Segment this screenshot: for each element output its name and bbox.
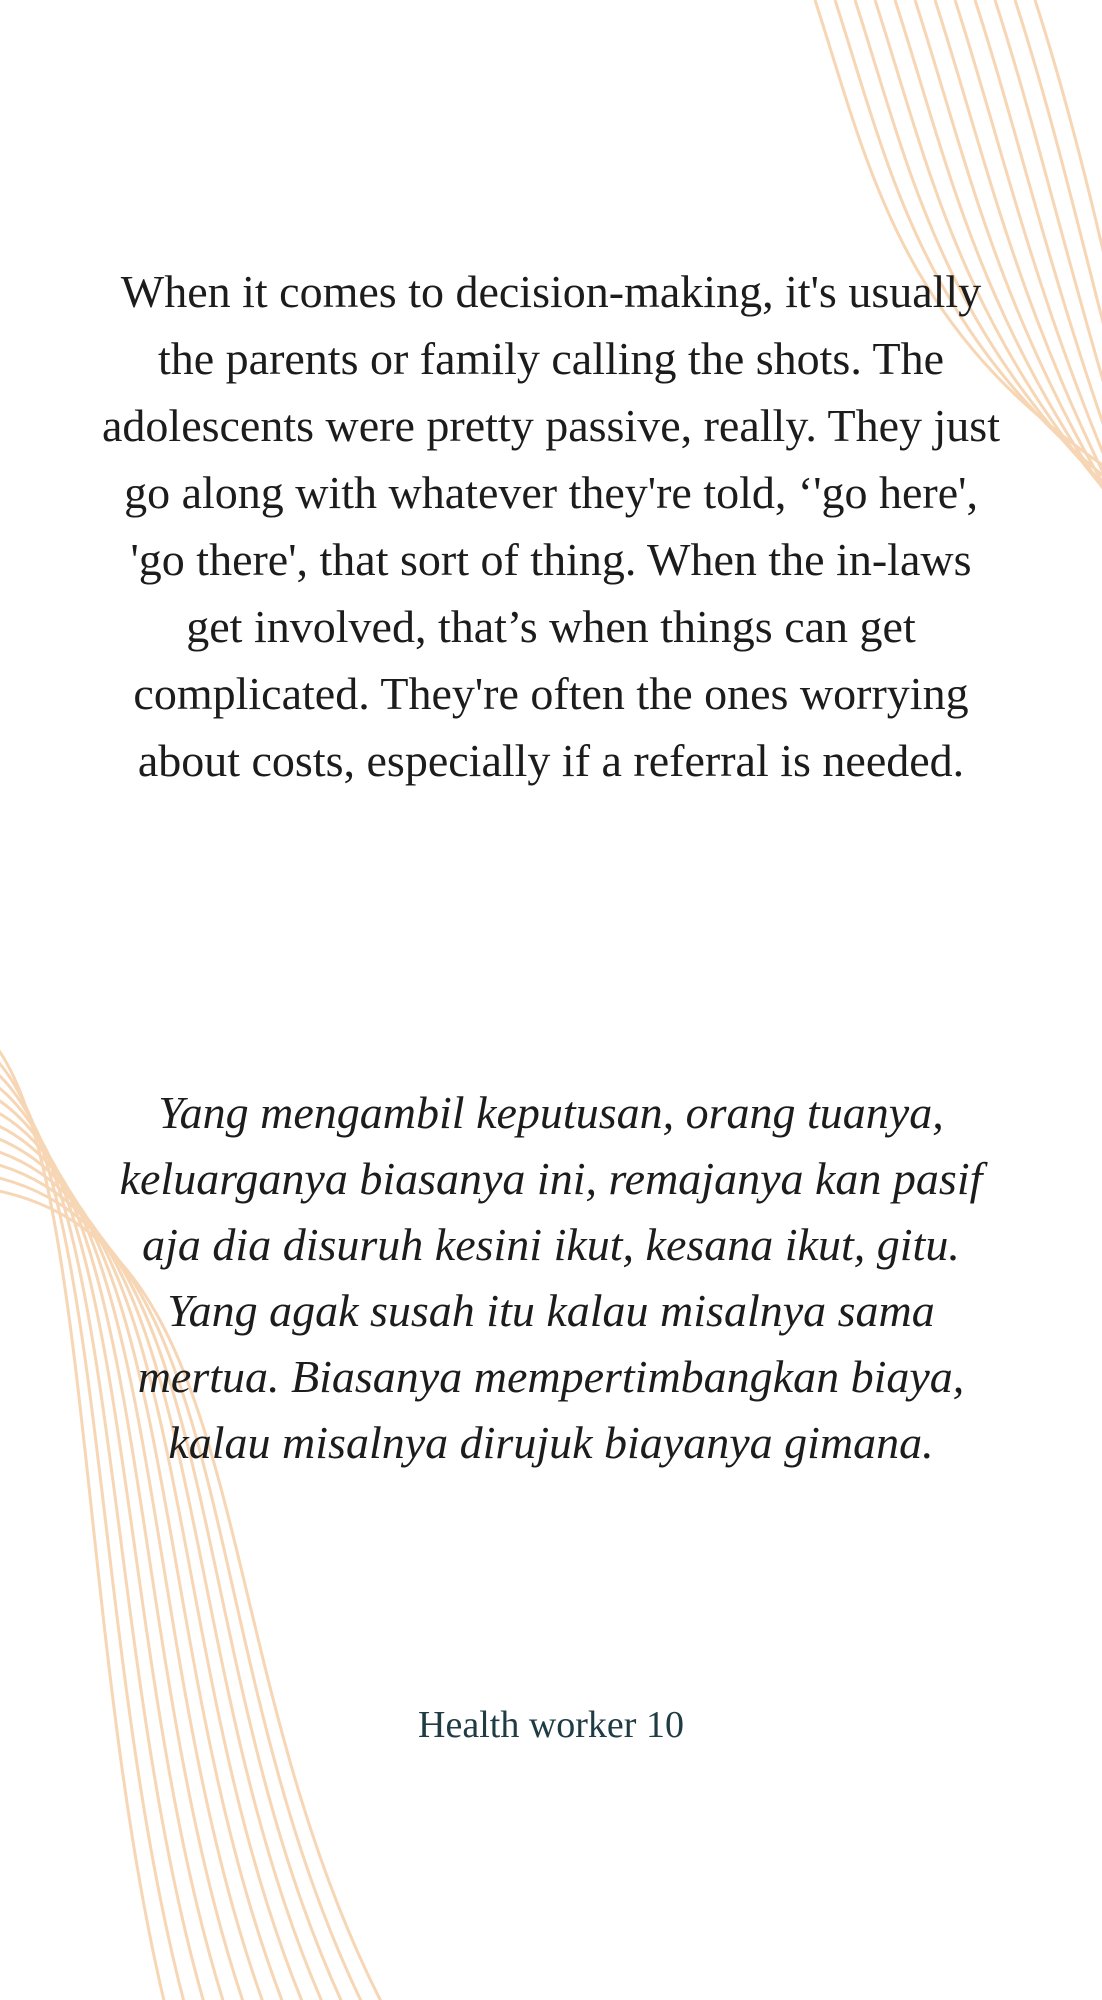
wave-line	[1035, 0, 1102, 668]
english-quote: When it comes to decision-making, it's usually the parents or family calling the shots. The adolescents were pretty passive, really. They just go along with whatever they're told, ‘'go here', 'go there', that sort of thing. When the in-laws get involved, that’s when things can get complicated. They're often the ones worrying about costs, especially if a referral is needed.	[102, 266, 1000, 786]
wave-line	[1015, 0, 1102, 650]
wave-line	[995, 0, 1102, 632]
quote-attribution: Health worker 10	[418, 1704, 684, 1746]
indonesian-quote: Yang mengambil keputusan, orang tuanya, keluarganya biasanya ini, remajanya kan pasif aja dia disuruh kesini ikut, kesana ikut, gitu. Yang agak susah itu kalau misalnya sama mertua. Biasanya mempertimbangkan biaya, kalau misalnya dirujuk biayanya gimana.	[119, 1087, 983, 1468]
